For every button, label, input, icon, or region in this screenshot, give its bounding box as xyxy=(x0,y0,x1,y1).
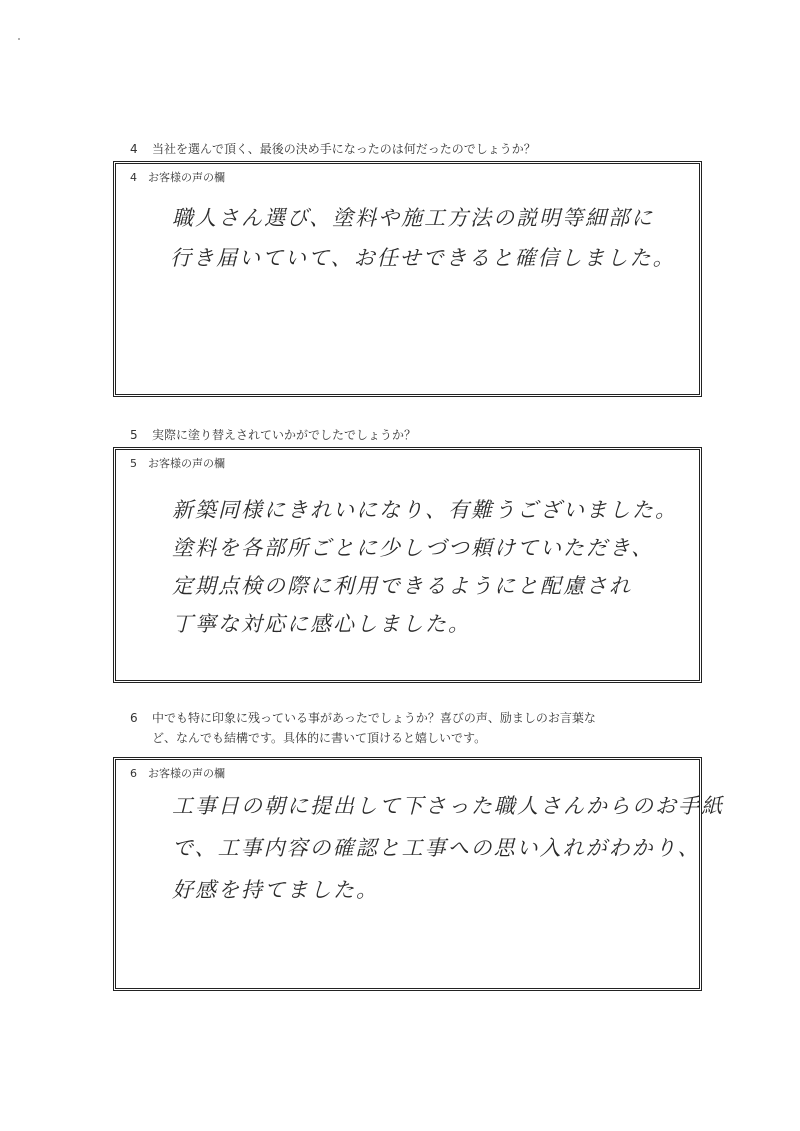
question-6 xyxy=(130,708,730,748)
box-number: 5 xyxy=(130,457,137,470)
answer-line: 職人さん選び、塗料や施工方法の説明等細部に xyxy=(172,206,655,230)
answer-line: 塗料を各部所ごとに少しづつ頼けていただき、 xyxy=(172,536,655,560)
answer-line: 新築同様にきれいになり、有難うございました。 xyxy=(172,498,678,522)
question-4 xyxy=(130,139,730,159)
box-label-text: お客様の声の欄 xyxy=(148,171,225,184)
question-number: 5 xyxy=(130,428,138,442)
handwritten-answer xyxy=(172,494,691,646)
question-text: 実際に塗り替えされていかがでしたでしょうか？ xyxy=(152,428,417,442)
handwritten-answer xyxy=(172,790,724,916)
handwritten-answer xyxy=(172,202,691,282)
answer-line: 行き届いていて、お任せできると確信しました。 xyxy=(170,246,676,270)
answer-box-4 xyxy=(113,161,702,397)
question-text-line-2: ど、なんでも結構です。具体的に書いて頂けると嬉しいです。 xyxy=(152,731,487,745)
box-label-text: お客様の声の欄 xyxy=(148,767,225,780)
question-text: 当社を選んで頂く、最後の決め手になったのは何だったのでしょうか？ xyxy=(152,142,536,156)
answer-line: 工事日の朝に提出して下さった職人さんからのお手紙 xyxy=(172,794,724,818)
question-number: 6 xyxy=(130,711,138,725)
question-5 xyxy=(130,425,730,445)
box-label xyxy=(130,765,225,781)
answer-line: 定期点検の際に利用できるようにと配慮され xyxy=(172,574,632,598)
answer-line: 好感を持てました。 xyxy=(172,878,379,902)
answer-box-6 xyxy=(113,757,724,991)
question-text-line-1: 中でも特に印象に残っている事があったでしょうか？喜びの声、励ましのお言葉な xyxy=(152,711,596,725)
box-label-text: お客様の声の欄 xyxy=(148,457,225,470)
answer-box-5 xyxy=(113,447,702,683)
question-number: 4 xyxy=(130,142,138,156)
scan-speck xyxy=(18,38,20,40)
answer-line: 丁寧な対応に感心しました。 xyxy=(172,612,471,636)
box-label xyxy=(130,169,225,185)
box-number: 6 xyxy=(130,767,137,780)
box-label xyxy=(130,455,225,471)
answer-line: で、工事内容の確認と工事への思い入れがわかり、 xyxy=(172,836,701,860)
box-number: 4 xyxy=(130,171,137,184)
